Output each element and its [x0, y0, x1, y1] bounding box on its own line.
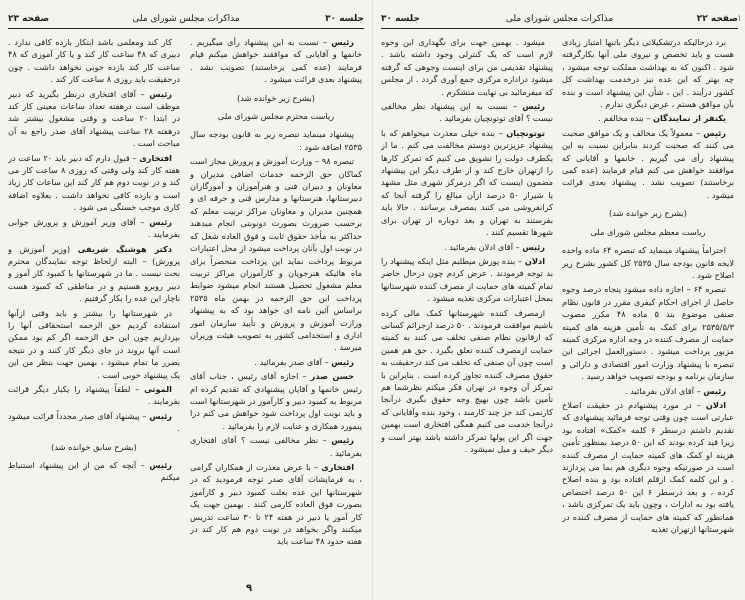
left-page [0, 0, 372, 600]
speaker-name: حسن صدر [310, 371, 354, 382]
paragraph [562, 127, 734, 201]
paragraph-text: برد درحالیکه درتشکیلاتی دیگر باتنها امتیاز زیادی هست و باید تخصص و نیروی ملی آنها بکارگرفته شود . اکنون که به بهداشت مملکت توجه میشود ، چه بهتر که این عده نیز درخدمت بهداشت کل کشور درآیند . این ، شأن این پیشنهاد است و بنده بآن موافق هستم ، عرض دیگری ندارم . [562, 37, 734, 110]
text-column [8, 36, 180, 576]
speaker-name: رئیس [331, 37, 354, 47]
speaker-name: رئیس [331, 356, 354, 367]
text-column [190, 36, 362, 576]
paragraph [190, 356, 362, 368]
paragraph-text: – بنده مخالفم . [598, 113, 651, 124]
speaker-name: رئیس [522, 241, 545, 252]
paragraph-text: – نسبت به این پیشنهاد نظر مخالفی نیست ؟ آقای توتونچیان بفرمائید . [381, 101, 553, 124]
paragraph [8, 243, 180, 305]
paragraph-text: احتراماً پیشنهاد مینماید که تبصره ۶۴ ماده واحده لایحه قانون بودجه سال ۲۵۳۵ کل کشور بشرح زیر اصلاح شود . [562, 245, 734, 280]
paragraph [8, 459, 180, 484]
paragraph [190, 461, 362, 548]
paragraph-text: – آنچه که من از این پیشنهاد استنباط میکنم [8, 460, 180, 483]
paragraph [562, 112, 734, 124]
paragraph-text: – اجازه آقای رئیس ، جناب آقای رئیس خانمها و آقایان پیشنهادی که تقدیم کرده ام مربوط به کمبود دبیر و کارآموز در شهرستانها است و باید نوبت اول پرداخت شود خواهش می کنم درا ینمورد همکاری و عنایت لازم را بفرمائید . [190, 371, 362, 431]
paragraph-text: تبصره ۹۸ – وزارت آموزش و پرورش مجاز است کماکان حق الزحمه خدمات اضافی مدیران و معاونان و دبیران فنی و هنرآموزان و آموزگاران دبیرستانها، هنرستانها و مدارس فنی و حرفه ای و همچنین مدیران و معاونان مراکز تربیت معلم که برحسب ضرورت بصورت دونوبتی انجام میدهند حداکثر به مأخذ حقوق ثابت و فوق العاده شغل که در نوبت اول بآنان پرداخت میشود از محل اعتبارات مربوط پرداخت نماید این پرداخت منحصراً برای ماه هائیکه هنرجویان و کارآموزان مراکز تربیت معلم مشغول تحصیل هستند انجام میشود ضوابط پرداخت این حق الزحمه در بهمن ماه ۲۵۳۵ براساس آئین نامه ای خواهد بود که به پیشنهاد وزارت آموزش و پرورش و تأیید سازمان امور اداری و استخدامی کشور به تصویب هیئت وزیران میرسد . [190, 156, 362, 353]
paragraph-text: – معمولاً یک مخالف و یک موافق صحبت می کنند که صحبت کردند بنابراین نسبت به این پیشنهاد رأی می گیریم . خانمها و آقایانی که موافقند خواهش می کنم قیام فرمایند (عده کمی برخاستند) تصویب نشد . پیشنهاد بعدی قرائت میشود . [562, 127, 734, 200]
centered-note: ریاست محترم مجلس شورای ملی [217, 111, 335, 122]
page-number: ۹ [246, 583, 253, 594]
speaker-name: رئیس [149, 88, 173, 99]
header-title: مذاکرات مجلس شورای ملی [132, 14, 240, 24]
margin-mark: ۱ [737, 14, 742, 24]
paragraph-text: – آقای ادلان بفرمائید . [444, 241, 520, 252]
paragraph-text: – با عرض معذرت از همکاران گرامی ، به فرمایشات آقای صدر توجه فرمودید که در شهرستانها این عده بعلت کمبود دبیر و کارآموز بصورت فوق العاده کارمی کنند . بهمین جهت یک کار آموز یا دبیر در هفته ۲۴ تا ۳۰ ساعت تدریس میکنند واگر بخواهد در نوبت دوم هم کار کند در هفته حدود ۴۸ ساعت باید [190, 462, 362, 547]
text-column [381, 36, 553, 576]
paragraph [190, 434, 362, 459]
speaker-name: افتخاری [321, 462, 354, 472]
right-page [372, 0, 745, 600]
page-label: صفحه ۲۲ [696, 14, 738, 24]
paragraph [381, 255, 553, 305]
speaker-name: رئیس [703, 385, 726, 396]
session-number: جلسه ۳۰ [325, 14, 364, 24]
paragraph-text: پیشنهاد مینماید تبصره زیر به قانون بودجه سال ۲۵۳۵ اضافه شود : [190, 129, 362, 152]
session-number: جلسه ۳۰ [381, 14, 420, 24]
paragraph-text: – آقای ادلان بفرمائید . [625, 385, 701, 396]
paragraph [8, 410, 180, 435]
paragraph [190, 155, 362, 354]
paragraph-text: – قبول دارم که دبیر باید ۲۰ ساعت در هفته کار کند ولی وقتی که روزی ۸ ساعت کار می کند و در نوبت دوم هم کار کند این ساعات کار زیاد است و بازده کافی نخواهد داشت . بعلاوه اضافه کاری موجب خستگی می شود . [8, 152, 180, 213]
centered-note: ریاست معظم مجلس شورای ملی [590, 226, 706, 237]
speaker-name: رئیس [522, 101, 545, 112]
paragraph-text: (وزیر آموزش و پرورش) – البته ازلحاظ توجه نمایندگان محترم بحث نیست . ما در شهرستانها با کمبود کار آموز و دبیر روبرو هستیم و در مناطقی که کمبود هست ناچار این عده را بکار گرفتیم . [8, 243, 180, 304]
centered-note: (بشرح زیر خوانده شد) [609, 208, 687, 219]
speaker-name: الموتی [144, 383, 172, 394]
speaker-name: ادلان [524, 255, 546, 266]
paragraph [8, 216, 180, 241]
paragraph [381, 100, 553, 125]
speaker-name: رئیس [149, 460, 172, 470]
speaker-name: رئیس [149, 410, 172, 421]
paragraph-text: – نظر مخالفی نیست ؟ آقای افتخاری بفرمائید . [190, 435, 362, 458]
paragraph-text: – بنده پوزش میطلبم مثل اینکه پیشنهاد را بد توجه فرمودند . عرض کردم چون درحال حاضر تمام کمیته های حمایت از مصرف کننده شهرستانها بمحل اعتبارات مرکزی تغذیه میشود . [381, 255, 553, 304]
running-header [8, 12, 364, 29]
speaker-name: یکنفر از نمایندگان [653, 113, 726, 124]
paragraph-text: تبصره ۶۴ – اجازه داده میشود پنجاه درصد وجوه حاصل از اجرای احکام کیفری مقرر در قانون نظام صنفی موضوع بند ۵ ماده ۴۸ مکرر مصوب ۲۵۳۵/۵/۳ برای کمک به تأمین هزینه های کمیته حمایت از مصرف کننده در وجه اداره مرکزی کمیته مزبور پرداخت میشود . دستورالعمل اجرائی این تبصره با پیشنهاد وزارت امور اقتصادی و دارائی و سازمان برنامه و بودجه تصویب خواهد رسید . [562, 284, 734, 382]
paragraph [562, 36, 734, 110]
paragraph-text: – بنده خیلی معذرت میخواهم که با پیشنهاد عزیزترین دوستم مخالفت می کنم . ما از یکطرف دولت را تشویق می کنیم که تمرکز کارها را ازتهران خارج کند و از طرف دیگر این پیشنهاد مضمون اینست که اگر درمرکز شهری مثل مشهد یا شیراز ۵۰ درصد ازآن مبالغ را گرفته آنجا که کرانفروشی می کنند بمصرف برسانند . حالا باید بفرستند به تهران و بعد دوباره از تهران برای شهرها تقسیم کنند . [381, 127, 553, 238]
paragraph [190, 128, 362, 153]
paragraph-text: در شهرستانها را بیشتر و باید وقتی ازآنها استفاده کردیم حق الزحمه استحقاقی آنها را بپردازیم چون این حق الزحمه اگر کم بود ممکن است آنها بروند در جای دیگر کار کنند و در نتیجه بضرر ما تمام میشود ، بهمین جهت بنظر من این یک پیشنهاد خوبی است . [8, 307, 180, 380]
paragraph [562, 399, 734, 535]
paragraph [562, 283, 734, 382]
speaker-name: توتونچیان [506, 127, 545, 138]
paragraph-text: – آقای افتخاری درنظر بگیرید که دبیر موظف است درهفته تعداد ساعات معینی کار کند در ابتدا ۲۰ ساعت و وقتی مشغول بیشتر شد درهفته ۲۸ ساعت پیشنهاد آقای صدر راجع به آن مباحث است . [8, 88, 180, 149]
paragraph [8, 383, 180, 408]
speaker-name: ادلان [705, 399, 726, 410]
centered-note: (بشرح سابق خوانده شد) [51, 441, 137, 452]
paragraph [8, 36, 180, 86]
centered-note: (بشرح زیر خوانده شد) [237, 92, 315, 103]
running-header [381, 12, 738, 29]
paragraph [381, 241, 553, 253]
paragraph-text: – لطفاً پیشنهاد را یکبار دیگر قرائت بفرمایند . [8, 383, 180, 407]
paragraph-text: – پیشنهاد آقای صدر مجدداً قرائت میشود . [8, 410, 180, 434]
text-column [562, 36, 734, 576]
paragraph [381, 307, 553, 456]
paragraph [8, 307, 180, 381]
paragraph-text: میشود . بهمین جهت برای نگهداری این وجوه لازم است که یک کنترلی وجود داشته باشد . پیشنهاد تقدیمی من برای اینست وجوهی که گرفته میشود دراداره مرکزی جمع آوری گردد . از مجلس که میفرمائید بی نهایت متشکرم . [381, 37, 553, 97]
paragraph [381, 127, 553, 239]
paragraph [381, 36, 553, 98]
paragraph-text: – آقای صدر بفرمائید . [254, 356, 329, 367]
paragraph [562, 244, 734, 281]
paragraph [562, 385, 734, 397]
paragraph [190, 370, 362, 432]
speaker-name: رئیس [149, 216, 172, 227]
paragraph-text: – در مورد پیشنهادم در حقیقت اصلاح عبارتی است چون وقتی توجه فرمائید پیشنهادی که تقدیم داشتم درسطر ۶ کلمه «کمک» افتاده بود زیرا قید کرده بودند که این ۵۰ درصد بمنظور تأمین هزینه او کمک های کمیته حمایت از مصرف کننده است در صورتیکه وجوه دیگری هم بما می پردازند . و این کلمه کمک ازقلم افتاده بود و بنده اصلاح کرده ، و بعد درسطر ۶ این ۵۰ درصد اختصاص یافته بود به ادارات ، وچون باید یک تمرکزی باشد ، همانطور که کمیته های حمایت از مصرف کننده در شهرستانها ازتهران تغذیه [562, 399, 734, 535]
speaker-name: رئیس [703, 127, 726, 138]
paragraph [8, 88, 180, 150]
speaker-name: افتخاری [139, 152, 172, 163]
page-label: صفحه ۲۳ [8, 14, 50, 24]
paragraph-text: – آقای وزیر آموزش و پرورش جوابی بفرمایند . [8, 216, 180, 240]
paragraph-text: ازمصرف کننده شهرستانها کمک مالی کرده باشیم موافقت فرمودند . ۵۰ درصد ازجرائم کسانی که ازقانون نظام صنفی تخلف می کنند به کمیته حمایت ازمصرف کننده تعلق بگیرد . حق هم همین است چون آن صنفی که تخلف می کند درحقیقت به حقوق مصرف کننده تجاوز کرده است . بنابراین با تمرکز آن وجوه در تهران فکر میکنم نظرشما هم تأمین باشد چون بهیچ وجه حقوق بگیری درآنجا کارنمی کند جز چند کارمند ، وخود بنده وآقایانی که درآنجا خدمت می کنیم همگی افتخاری است بهمین جهت اگر این پولها تمرکز داشته باشد بهتر است و دیگر حیف و میل نمیشود . [381, 307, 553, 454]
paragraph-text: – نسبت به این پیشنهاد رأی میگیریم . خانمها و آقایانی که موافقند خواهش میکنم قیام فرمایند (عده کمی برخاستند) تصویب نشد . پیشنهاد بعدی قرائت میشود . [190, 37, 362, 85]
paragraph [190, 36, 362, 86]
paragraph [8, 152, 180, 214]
speaker-name: رئیس [331, 435, 354, 446]
paragraph-text: کار کند ومعلمی باشد ابتکار بازده کافی ندارد . دبیری که ۴۸ ساعت کار کند و یا کار آموزی که ۴۸ ساعت کار کند بازده خوبی نخواهد داشت . چون درحقیقت باید روزی ۸ ساعت کار کند . [8, 37, 180, 85]
speaker-name: دکتر هوشنگ شریفی [77, 243, 172, 254]
header-title: مذاکرات مجلس شورای ملی [505, 14, 614, 24]
